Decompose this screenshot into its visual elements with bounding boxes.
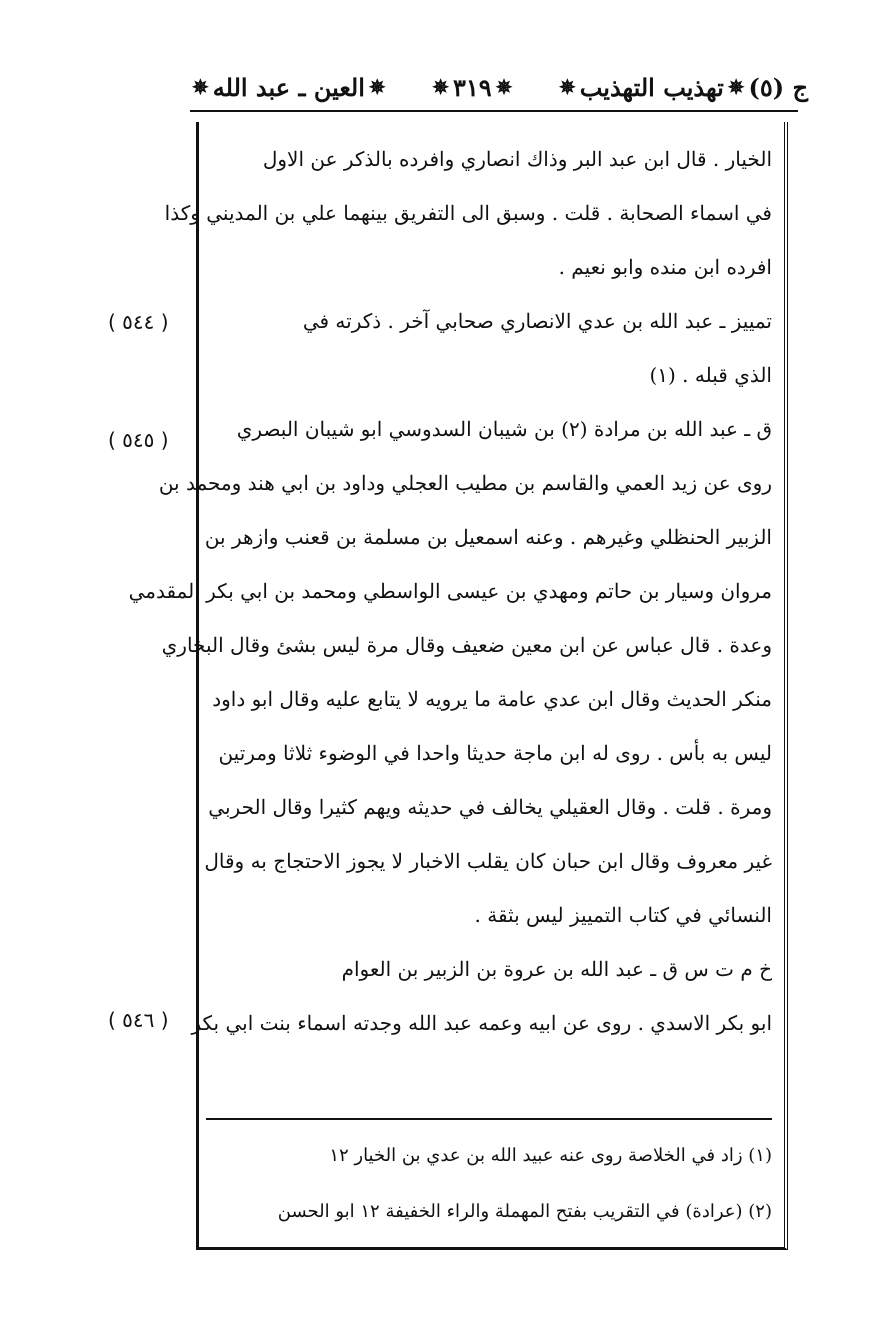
text-line: الخيار . قال ابن عبد البر وذاك انصاري وافرده بالذكر عن الاول xyxy=(262,147,772,171)
text-line: الذي قبله . (١) xyxy=(649,363,772,387)
header-rule xyxy=(190,110,798,112)
text-line: تمييز ـ عبد الله بن عدي الانصاري صحابي آخر . ذكرته في xyxy=(302,309,772,333)
ornament-icon: ✵ xyxy=(495,75,513,99)
entry-number: ( ٥٤٦ ) xyxy=(108,1008,169,1032)
footnote: (١) زاد في الخلاصة روى عنه عبيد الله بن عدي بن الخيار ١٢ xyxy=(329,1145,772,1166)
entry-number: ( ٥٤٤ ) xyxy=(108,310,169,334)
ornament-icon: ✵ xyxy=(558,75,576,99)
header-page-number: ٣١٩ xyxy=(452,72,492,102)
text-line: خ م ت س ق ـ عبد الله بن عروة بن الزبير بن العوام xyxy=(341,957,772,981)
text-line: منكر الحديث وقال ابن عدي عامة ما يرويه لا يتابع عليه وقال ابو داود xyxy=(212,687,772,711)
footnotes xyxy=(206,1128,772,1240)
ornament-icon: ✵ xyxy=(727,75,745,99)
text-line: ليس به بأس . روى له ابن ماجة حديثا واحدا في الوضوء ثلاثا ومرتين xyxy=(218,741,772,765)
running-header xyxy=(188,64,808,110)
header-volume: ج (٥) xyxy=(748,72,808,102)
text-line: الزبير الحنظلي وغيرهم . وعنه اسمعيل بن مسلمة بن قعنب وازهر بن xyxy=(204,525,772,549)
header-section: العين ـ عبد الله xyxy=(212,72,365,102)
header-book-title: تهذيب التهذيب xyxy=(579,72,724,102)
text-line: في اسماء الصحابة . قلت . وسبق الى التفريق بينهما علي بن المديني وكذا xyxy=(164,201,772,225)
text-line: ومرة . قلت . وقال العقيلي يخالف في حديثه ويهم كثيرا وقال الحربي xyxy=(208,795,772,819)
text-line: وعدة . قال عباس عن ابن معين ضعيف وقال مرة ليس بشئ وقال البخاري xyxy=(161,633,772,657)
text-line: افرده ابن منده وابو نعيم . xyxy=(558,255,772,279)
entry-number: ( ٥٤٥ ) xyxy=(108,428,169,452)
footnote-separator xyxy=(206,1118,772,1120)
text-line: ابو بكر الاسدي . روى عن ابيه وعمه عبد الله وجدته اسماء بنت ابي بكر xyxy=(191,1011,772,1035)
text-line: النسائي في كتاب التمييز ليس بثقة . xyxy=(474,903,772,927)
text-line: مروان وسيار بن حاتم ومهدي بن عيسى الواسطي ومحمد بن ابي بكر المقدمي xyxy=(128,579,772,603)
text-line: روى عن زيد العمي والقاسم بن مطيب العجلي وداود بن ابي هند ومحمد بن xyxy=(158,471,772,495)
ornament-icon: ✵ xyxy=(432,75,449,99)
text-line: ق ـ عبد الله بن مرادة (٢) بن شيبان السدوسي ابو شيبان البصري xyxy=(236,417,772,441)
header-page-group xyxy=(428,73,516,102)
text-line: غير معروف وقال ابن حبان كان يقلب الاخبار لا يجوز الاحتجاج به وقال xyxy=(204,849,772,873)
header-section-group xyxy=(188,73,390,102)
header-volume-group xyxy=(555,73,808,102)
ornament-icon: ✵ xyxy=(368,75,386,99)
footnote: (٢) (عرادة) في التقريب بفتح المهملة والراء الخفيفة ١٢ ابو الحسن xyxy=(277,1201,772,1222)
ornament-icon: ✵ xyxy=(192,75,209,99)
